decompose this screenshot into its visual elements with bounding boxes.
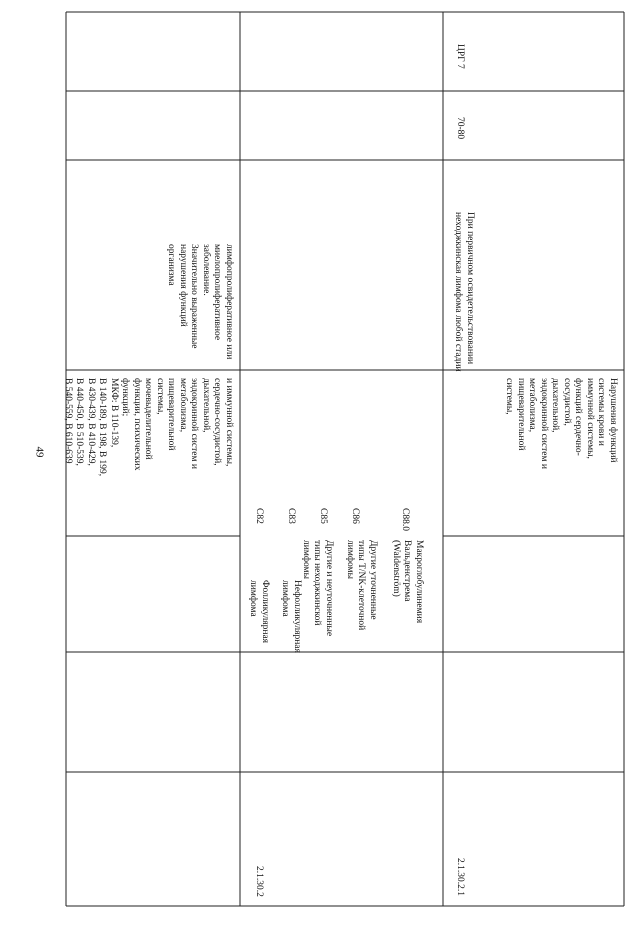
text-line: Значительно выраженные нарушения функций [178, 244, 200, 349]
text-line: неходжкинская лимфома любой стадии [453, 212, 464, 372]
text-line: сосудистой, [562, 378, 572, 426]
text-line: дыхательной, [550, 378, 561, 433]
text-line: метаболизма, [527, 378, 538, 433]
text-line: лимфопролиферативное или [224, 244, 234, 360]
entry-tnk-name: Другие уточненные типы Т/NK-клеточной лимфомы [345, 540, 378, 631]
page-number: 49 [33, 446, 46, 458]
text-line: В 540-559, В 610-639 [63, 378, 73, 464]
entry-nonfollicular-name: Нефолликулярная лимфома [280, 580, 302, 653]
row2-entries-cell [240, 370, 443, 652]
text-line: В 140-189, В 198, В 199, [97, 378, 108, 477]
text-line: Нарушения функций [608, 378, 618, 463]
text-line: пищеварительной [516, 378, 526, 451]
text-line: системы, [504, 378, 515, 415]
row3-code-cell [443, 772, 624, 906]
text-line: иммунной системы, [585, 378, 595, 459]
row3-diagnosis-cell [443, 370, 624, 536]
entry-follicular-name: Фолликулярная лимфома [248, 580, 270, 644]
text-line: метаболизма, [178, 378, 188, 433]
text-line: организма [166, 244, 177, 286]
text-line: дыхательной, [201, 378, 211, 433]
row1-criteria-text [165, 244, 234, 364]
entry-waldenstrom-mkb: С88.0 [400, 508, 410, 531]
text-line: системы, [155, 378, 165, 415]
text-line: функций сердечно- [573, 378, 584, 456]
text-line: системы крови и [596, 378, 607, 446]
row3-criteria-text [452, 212, 475, 372]
text-line: эндокринной систем и [539, 378, 549, 469]
row2-code: 2.1.30.2 [254, 866, 264, 897]
row3-code: 2.1.30.2.1 [455, 858, 465, 896]
text-line: функций; [120, 378, 131, 417]
entry-other-nhl-mkb: С85 [318, 508, 328, 524]
entry-other-nhl-name: Другие и неуточненные типы неходжкинской лимфомы [301, 540, 334, 637]
entry-waldenstrom-name: Макроглобулинемия Вальденстрема (Waldenström) [391, 540, 424, 624]
row2-code-cell [240, 772, 443, 906]
row3-criteria-cell [443, 160, 624, 370]
row1-diagnosis-text [62, 378, 235, 536]
text-line: сердечно-сосудистой, [212, 378, 223, 466]
text-line: МКФ: В 110-139, [109, 378, 119, 448]
entry-follicular-mkb: С82 [254, 508, 264, 524]
text-line: функции, психических [132, 378, 142, 471]
text-line: мочевыделительной [143, 378, 154, 460]
text-line: В 440-450, В 510-539, [74, 378, 85, 466]
text-line: пищеварительной [166, 378, 177, 451]
row1-criteria-cell [66, 160, 240, 370]
text-line: и иммунной системы, [224, 378, 234, 467]
text-line: миелопролиферативное заболевание. [201, 244, 223, 341]
row3-percent-cell [443, 91, 624, 160]
text-line: эндокринной систем и [189, 378, 200, 469]
row3-percent: 70-80 [455, 117, 465, 140]
text-line: В 430-439, В 410-429, [86, 378, 96, 466]
entry-tnk-mkb: С86 [350, 508, 360, 524]
row3-group: ЦРГ 7 [455, 44, 465, 69]
row1-diagnosis-cell [63, 370, 240, 536]
row3-diagnosis-text [503, 378, 618, 536]
text-line: При первичном освидетельствовании [465, 212, 475, 365]
row3-group-cell [443, 12, 624, 91]
entry-nonfollicular-mkb: С83 [286, 508, 296, 524]
